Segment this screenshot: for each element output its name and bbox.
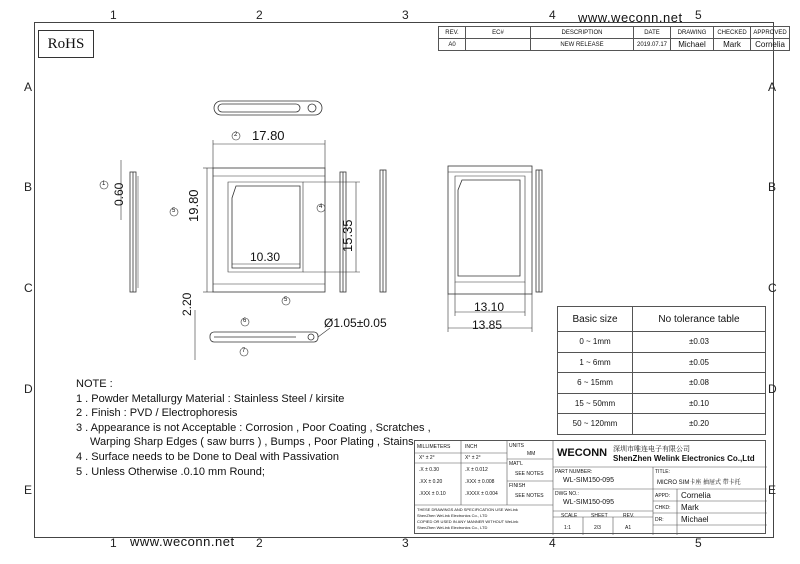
- checked-value: Mark: [714, 39, 751, 51]
- tb-angle-in: X° ± 2°: [465, 455, 481, 461]
- zone-top-5: 5: [695, 8, 702, 22]
- company-logo: WECONN: [557, 447, 608, 459]
- tb-confidential-1: THESE DRAWINGS AND SPECIFICATION USE WeLink: [417, 507, 518, 512]
- zone-left-b: B: [24, 180, 33, 194]
- tol-size: 6 ~ 15mm: [558, 373, 633, 394]
- tb-part-label: PART NUMBER:: [555, 469, 593, 475]
- note-line-1: 1 . Powder Metallurgy Material : Stainless Steel / kirsite: [76, 392, 345, 405]
- balloon-5b: 5: [284, 297, 288, 303]
- zone-bottom-4: 4: [549, 536, 556, 550]
- tol-header-basic-size: Basic size: [558, 307, 633, 332]
- tol-size: 1 ~ 6mm: [558, 352, 633, 373]
- tol-value: ±0.20: [633, 414, 766, 435]
- tb-rev-value: A1: [625, 525, 632, 531]
- rev-header-description: DESCRIPTION: [531, 27, 634, 39]
- tol-value: ±0.10: [633, 393, 766, 414]
- tb-in-tol-1: .X ± 0.012: [465, 467, 488, 473]
- tb-angle-mm: X° ± 2°: [419, 455, 435, 461]
- tb-appd-label: APPD:: [655, 493, 671, 499]
- company-name-en: ShenZhen Welink Electronics Co.,Ltd: [613, 454, 755, 463]
- website-top: www.weconn.net: [578, 10, 683, 25]
- zone-right-c: C: [768, 281, 777, 295]
- zone-bottom-3: 3: [402, 536, 409, 550]
- dim-diameter-1-05: Ø1.05±0.05: [324, 316, 387, 330]
- zone-right-a: A: [768, 80, 777, 94]
- tb-matl-value: SEE NOTES: [515, 471, 544, 477]
- tray-left-side-view: [130, 172, 138, 292]
- rev-header-date: DATE: [634, 27, 671, 39]
- tb-units: UNITS: [509, 443, 524, 449]
- tol-size: 0 ~ 1mm: [558, 332, 633, 353]
- rev-header-rev: REV.: [439, 27, 466, 39]
- dim-15-35: 15.35: [340, 219, 355, 252]
- balloon-2: 2: [234, 132, 238, 138]
- zone-left-e: E: [24, 483, 33, 497]
- rev-header-drawing: DRAWING: [671, 27, 714, 39]
- date-value: 2019.07.17: [634, 39, 671, 51]
- tol-size: 15 ~ 50mm: [558, 393, 633, 414]
- tb-confidential-4: ShenZhen WeLink Electronics Co., LTD: [417, 525, 488, 530]
- dim-13-85: 13.85: [472, 318, 503, 332]
- tb-units-value: MM: [527, 451, 536, 457]
- website-bottom: www.weconn.net: [130, 534, 235, 549]
- note-line-4: Warping Sharp Edges ( saw burrs ) , Bumps , Poor Plating , Stains: [90, 436, 414, 449]
- zone-bottom-1: 1: [110, 536, 117, 550]
- rohs-mark: RoHS: [38, 30, 94, 58]
- rev-header-approved: APPROVED: [751, 27, 790, 39]
- zone-right-b: B: [768, 180, 777, 194]
- dim-17-80: 17.80: [252, 128, 285, 143]
- tb-in-tol-3: .XXXX ± 0.004: [465, 491, 498, 497]
- tb-rev-label: REV.: [623, 513, 635, 519]
- balloon-5: 5: [172, 208, 176, 214]
- tray-bottom-view: [210, 332, 318, 342]
- tray-front-view: [213, 168, 325, 292]
- zone-left-a: A: [24, 80, 33, 94]
- zone-top-2: 2: [256, 8, 263, 22]
- dim-0-60: 0.60: [112, 182, 126, 206]
- tray-top-view: [214, 101, 322, 115]
- tb-confidential-2: ShenZhen WeLink Electronics Co., LTD: [417, 513, 488, 518]
- dim-2-20: 2.20: [180, 292, 194, 316]
- zone-top-3: 3: [402, 8, 409, 22]
- company-name-cn: 深圳市唯连电子有限公司: [613, 446, 690, 453]
- tb-title-label: TITLE:: [655, 469, 671, 475]
- tol-header-no-tolerance: No tolerance table: [633, 307, 766, 332]
- tb-scale-value: 1:1: [564, 525, 571, 531]
- dim-13-10: 13.10: [474, 300, 505, 314]
- zone-left-c: C: [24, 281, 33, 295]
- title-block: [414, 440, 766, 534]
- balloon-1: 1: [102, 181, 106, 187]
- zone-bottom-2: 2: [256, 536, 263, 550]
- holder-side-view: [380, 170, 542, 292]
- notes-title: NOTE :: [76, 378, 113, 390]
- tb-dr-label: DR:: [655, 517, 664, 523]
- tb-millimeters: MILLIMETERS: [417, 444, 451, 450]
- tb-matl: MAT'L: [509, 461, 523, 467]
- tb-sheet-label: SHEET: [591, 513, 608, 519]
- drawing-value: Michael: [671, 39, 714, 51]
- tb-finish-value: SEE NOTES: [515, 493, 544, 499]
- tb-sheet-value: 2/3: [594, 525, 601, 531]
- tb-confidential-3: COPIED OR USED IN ANY MANNER WITHOUT WeLink: [417, 519, 519, 524]
- dim-10-30: 10.30: [250, 250, 281, 264]
- tol-value: ±0.05: [633, 352, 766, 373]
- tb-title-value: MICRO SIM卡座 抽屉式 带卡托: [657, 480, 741, 486]
- zone-top-1: 1: [110, 8, 117, 22]
- rev-header-ec: EC#: [466, 27, 531, 39]
- note-line-5: 4 . Surface needs to be Done to Deal with Passivation: [76, 450, 339, 463]
- tolerance-table: [557, 306, 766, 435]
- tol-size: 50 ~ 120mm: [558, 414, 633, 435]
- tb-chkd-label: CHKD:: [655, 505, 671, 511]
- zone-top-4: 4: [549, 8, 556, 22]
- balloon-4: 4: [319, 204, 323, 210]
- balloon-circles: [100, 132, 325, 356]
- rev-value: A0: [439, 39, 466, 51]
- zone-right-d: D: [768, 382, 777, 396]
- notes-block: [76, 377, 431, 479]
- balloon-6: 6: [243, 318, 247, 324]
- zone-left-d: D: [24, 382, 33, 396]
- tb-dwg-value: WL-SIM150-095: [563, 499, 614, 506]
- tb-mm-tol-2: .XX ± 0.20: [419, 479, 443, 485]
- tol-value: ±0.03: [633, 332, 766, 353]
- tb-inch: INCH: [465, 444, 478, 450]
- description-value: NEW RELEASE: [531, 39, 634, 51]
- note-line-6: 5 . Unless Otherwise .0.10 mm Round;: [76, 465, 265, 478]
- tb-mm-tol-3: .XXX ± 0.10: [419, 491, 446, 497]
- note-line-3: 3 . Appearance is not Acceptable : Corrosion , Poor Coating , Scratches ,: [76, 421, 431, 434]
- note-line-2: 2 . Finish : PVD / Electrophoresis: [76, 407, 238, 420]
- tb-dwg-label: DWG NO.:: [555, 491, 579, 497]
- zone-right-e: E: [768, 483, 777, 497]
- tol-value: ±0.08: [633, 373, 766, 394]
- tb-chkd-value: Mark: [681, 503, 699, 512]
- tb-part-value: WL-SIM150-095: [563, 477, 614, 484]
- approved-value: Cornelia: [751, 39, 790, 51]
- holder-front-view: [448, 166, 532, 294]
- dim-19-80: 19.80: [186, 189, 201, 222]
- rev-header-checked: CHECKED: [714, 27, 751, 39]
- tb-dr-value: Michael: [681, 515, 709, 524]
- tb-mm-tol-1: .X ± 0.30: [419, 467, 439, 473]
- tb-finish: FINISH: [509, 483, 526, 489]
- zone-bottom-5: 5: [695, 536, 702, 550]
- tb-in-tol-2: .XXX ± 0.008: [465, 479, 495, 485]
- tb-scale-label: SCALE: [561, 513, 578, 519]
- balloon-7: 7: [242, 348, 246, 354]
- tb-appd-value: Cornelia: [681, 491, 711, 500]
